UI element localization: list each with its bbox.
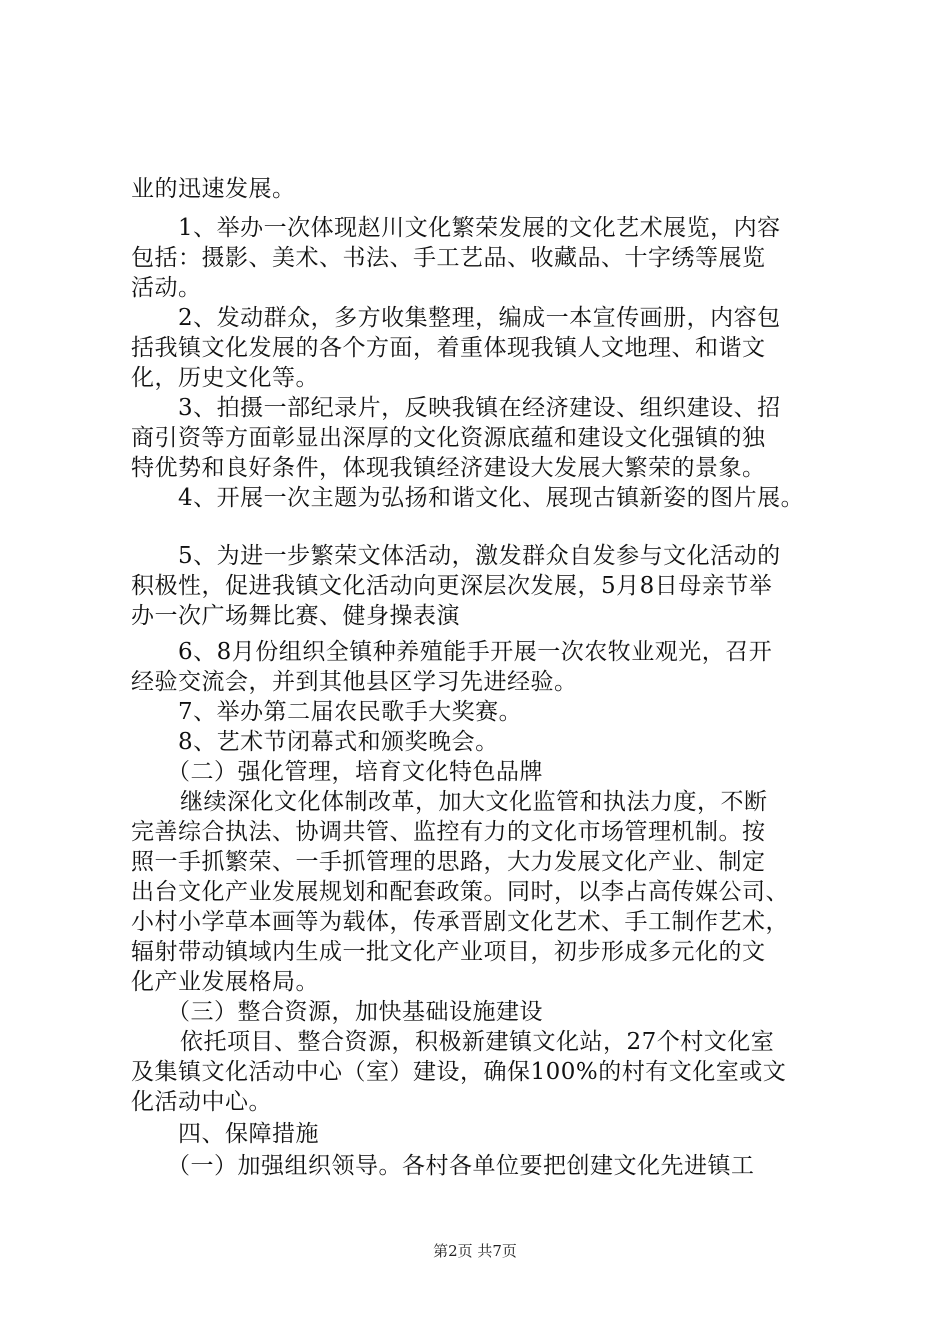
text-line: 化产业发展格局。 (131, 969, 319, 995)
section-heading: （二）强化管理，培育文化特色品牌 (167, 759, 543, 785)
section-heading: （一）加强组织领导。各村各单位要把创建文化先进镇工 (167, 1153, 755, 1179)
page-number-footer: 第2页 共7页 (433, 1242, 517, 1260)
text-line: 1、举办一次体现赵川文化繁荣发展的文化艺术展览，内容 (178, 215, 781, 241)
text-line: 积极性，促进我镇文化活动向更深层次发展，5月8日母亲节举 (131, 573, 773, 599)
text-line: 8、艺术节闭幕式和颁奖晚会。 (178, 729, 499, 755)
text-line: 7、举办第二届农民歌手大奖赛。 (178, 699, 523, 725)
text-line: 完善综合执法、协调共管、监控有力的文化市场管理机制。按 (131, 819, 766, 845)
text-line: 包括：摄影、美术、书法、手工艺品、收藏品、十字绣等展览 (131, 245, 766, 271)
text-line: 小村小学草本画等为载体，传承晋剧文化艺术、手工制作艺术， (131, 909, 789, 935)
text-line: 商引资等方面彰显出深厚的文化资源底蕴和建设文化强镇的独 (131, 425, 766, 451)
text-line: 照一手抓繁荣、一手抓管理的思路，大力发展文化产业、制定 (131, 849, 766, 875)
text-line: 依托项目、整合资源，积极新建镇文化站，27个村文化室 (180, 1029, 775, 1055)
text-line: 办一次广场舞比赛、健身操表演 (131, 603, 460, 629)
text-line: 化，历史文化等。 (131, 365, 319, 391)
text-line: 及集镇文化活动中心（室）建设，确保100%的村有文化室或文 (131, 1059, 787, 1085)
text-line: 业的迅速发展。 (131, 176, 296, 202)
text-line: 3、拍摄一部纪录片，反映我镇在经济建设、组织建设、招 (178, 395, 781, 421)
text-line: 继续深化文化体制改革，加大文化监管和执法力度，不断 (180, 789, 768, 815)
text-line: 特优势和良好条件，体现我镇经济建设大发展大繁荣的景象。 (131, 455, 766, 481)
text-line: 辐射带动镇域内生成一批文化产业项目，初步形成多元化的文 (131, 939, 766, 965)
text-line: 化活动中心。 (131, 1089, 272, 1115)
text-line: 出台文化产业发展规划和配套政策。同时，以李占高传媒公司、 (131, 879, 789, 905)
text-line: 经验交流会，并到其他县区学习先进经验。 (131, 669, 578, 695)
text-line: 活动。 (131, 275, 202, 301)
text-line: 6、8月份组织全镇种养殖能手开展一次农牧业观光，召开 (178, 639, 773, 665)
section-heading: 四、保障措施 (178, 1121, 319, 1147)
text-line: 2、发动群众，多方收集整理，编成一本宣传画册，内容包 (178, 305, 781, 331)
text-line: 4、开展一次主题为弘扬和谐文化、展现古镇新姿的图片展。 (178, 485, 805, 511)
text-line: 括我镇文化发展的各个方面，着重体现我镇人文地理、和谐文 (131, 335, 766, 361)
section-heading: （三）整合资源，加快基础设施建设 (167, 999, 543, 1025)
text-line: 5、为进一步繁荣文体活动，激发群众自发参与文化活动的 (178, 543, 781, 569)
